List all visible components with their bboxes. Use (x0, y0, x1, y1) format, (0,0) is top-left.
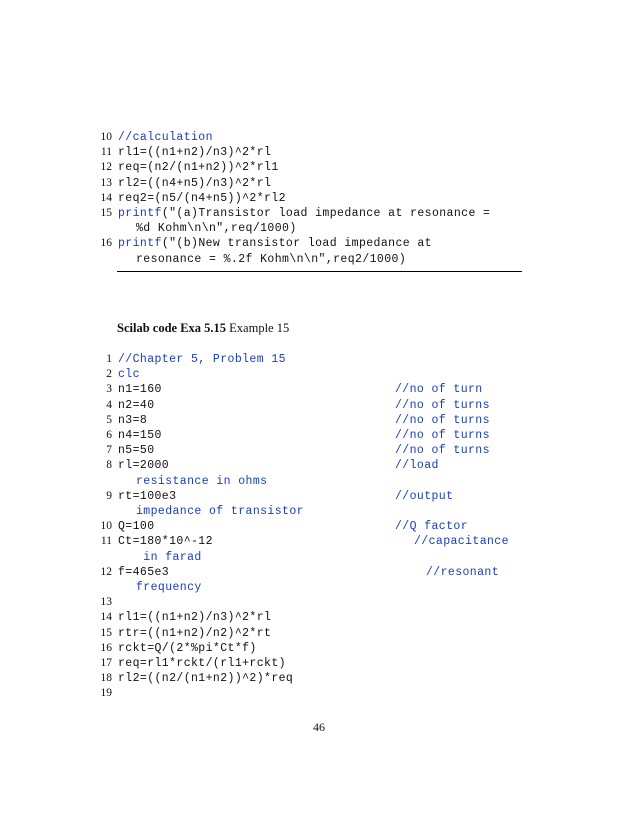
inline-comment: //no of turns (395, 398, 490, 412)
code-line (136, 551, 202, 564)
code-line: rt=100e3 (118, 489, 177, 503)
code-line: rl2=((n2/(n1+n2))^2)*req (118, 672, 294, 686)
line-number: 10 (100, 131, 112, 143)
code-line: n4=150 (118, 429, 162, 442)
code-line: n2=40 (118, 398, 155, 412)
line-number: 16 (100, 237, 112, 250)
line-number: 14 (100, 611, 112, 624)
inline-comment: //no of turns (395, 429, 490, 442)
code-line (118, 353, 286, 366)
code-line: n1=160 (118, 383, 162, 397)
inline-comment: //Q factor (395, 520, 469, 534)
code-line: printf("(a)Transistor load impedance at resonance = (118, 207, 491, 220)
code-comment: frequency (136, 581, 202, 594)
code-line: rtr=((n1+n2)/n2)^2*rt (118, 626, 272, 640)
code-line: n3=8 (118, 413, 148, 427)
code-line: Q=100 (118, 520, 155, 534)
line-number: 9 (106, 489, 112, 502)
line-number: 14 (100, 191, 112, 204)
line-number: 5 (106, 413, 112, 426)
line-number: 11 (100, 146, 112, 159)
page-number: 46 (313, 720, 325, 734)
code-line: printf("(b)New transistor load impedance at (118, 237, 432, 251)
line-number: 12 (100, 565, 112, 578)
inline-comment: //no of turn (395, 383, 483, 397)
code-line: n5=50 (118, 444, 155, 458)
line-number: 13 (100, 596, 112, 609)
line-number: 17 (100, 657, 112, 669)
code-caption: Scilab code Exa 5.15 Example 15 (117, 321, 290, 335)
code-line: %d Kohm\n\n",req/1000) (136, 222, 297, 236)
line-number: 13 (100, 176, 112, 189)
inline-comment: //output (395, 489, 454, 503)
code-line (136, 475, 267, 488)
code-comment: //calculation (118, 131, 213, 144)
line-number: 10 (100, 520, 112, 533)
code-comment: impedance of transistor (136, 505, 304, 518)
code-line: Ct=180*10^-12 (118, 535, 213, 549)
code-comment: //Chapter 5, Problem 15 (118, 353, 286, 366)
code-line (118, 131, 213, 144)
keyword: clc (118, 368, 140, 382)
keyword: printf (118, 237, 162, 251)
code-line (136, 505, 304, 518)
code-line: req=(n2/(n1+n2))^2*rl1 (118, 161, 279, 175)
line-number: 18 (100, 672, 112, 685)
code-end-rule (117, 271, 522, 272)
inline-comment: //capacitance (414, 535, 509, 549)
code-comment: resistance in ohms (136, 474, 268, 488)
line-number: 19 (100, 687, 112, 700)
line-number: 11 (100, 535, 112, 548)
code-line: req=rl1*rckt/(rl1+rckt) (118, 657, 286, 670)
line-number: 2 (106, 368, 112, 381)
inline-comment: //load (395, 459, 439, 473)
code-line (118, 368, 140, 381)
line-number: 8 (106, 459, 112, 472)
code-comment: in farad (136, 550, 202, 564)
inline-comment: //no of turns (395, 444, 490, 458)
code-line: rl=2000 (118, 459, 170, 473)
code-line: resonance = %.2f Kohm\n\n",req2/1000) (136, 252, 407, 266)
code-line: rl2=((n4+n5)/n3)^2*rl (118, 176, 272, 190)
line-number: 15 (100, 207, 112, 219)
code-line: rl1=((n1+n2)/n3)^2*rl (118, 146, 272, 160)
keyword: printf (118, 207, 162, 220)
inline-comment: //no of turns (395, 413, 490, 427)
code-line: req2=(n5/(n4+n5))^2*rl2 (118, 191, 286, 205)
line-number: 4 (106, 398, 112, 411)
line-number: 16 (100, 641, 112, 654)
code-line: f=465e3 (118, 565, 170, 579)
line-number: 6 (106, 429, 112, 441)
code-line: rl1=((n1+n2)/n3)^2*rl (118, 611, 272, 625)
inline-comment: //resonant (426, 565, 500, 579)
line-number: 3 (106, 383, 112, 396)
line-number: 15 (100, 626, 112, 639)
line-number: 7 (106, 444, 112, 457)
line-number: 12 (100, 161, 112, 174)
code-line (136, 581, 202, 594)
line-number: 1 (106, 353, 112, 365)
code-line: rckt=Q/(2*%pi*Ct*f) (118, 641, 257, 655)
